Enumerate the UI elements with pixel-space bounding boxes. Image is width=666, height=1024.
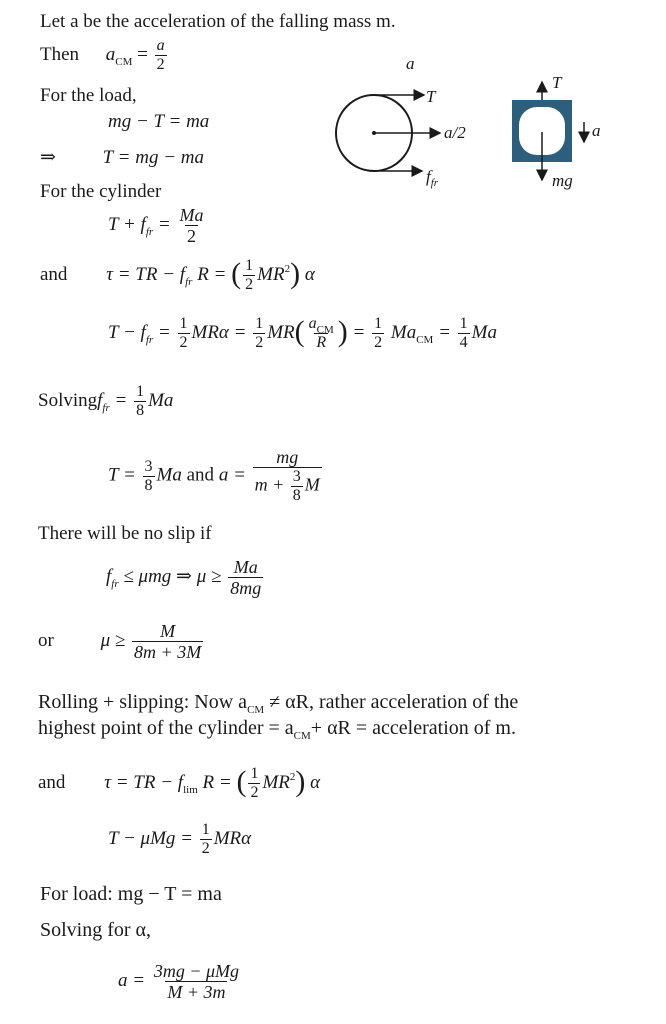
eq-slip-torque: T − μMg = $\frac{1}{2}$ MRα: [108, 821, 252, 857]
and-label-2: and: [38, 771, 66, 793]
solving-label: Solving: [38, 389, 98, 411]
label-block-T: T: [552, 73, 562, 92]
eq-T: ⇒ T = mg − ma: [40, 147, 204, 168]
label-block-a: a: [592, 121, 601, 140]
eq-no-slip: $f_{fr} \le \mu mg$ ⇒ μ ≥ $\frac{Ma}{8mg}$: [106, 557, 262, 598]
intro-line: [40, 12, 396, 31]
label-cyl-f: [426, 167, 439, 189]
eq-torque2-line: and τ = TR − $f_{lim}$ R = ( $\frac{1}{2}$ $MR^2$) α: [38, 764, 321, 801]
label-cyl-T: T: [426, 87, 436, 106]
solving-alpha-line: [40, 920, 151, 940]
eq-cyl-force: $T + f_{fr}$ = $\frac{Ma}{2}$: [108, 205, 204, 246]
solving-line: Solvingf$_{fr}$ = $\frac{1}{8}$ Ma: [38, 383, 174, 419]
then-label: Then: [40, 43, 80, 65]
label-cyl-f-main: f: [426, 167, 431, 186]
rolling-line: Rolling + slipping: Now $a_{CM} \ne \alpha R$, rather acceleration of the: [38, 691, 519, 716]
rolling-text: Rolling + slipping: Now a: [38, 691, 248, 713]
label-block-mg: mg: [552, 171, 573, 190]
eq-torque-line: and τ = TR − $f_{fr}$ R = ( $\frac{1}{2}$ $MR^2$) α: [40, 256, 315, 293]
for-cyl-text: For the cylinder: [40, 181, 162, 202]
eq-T-and-a: T = $\frac{3}{8}$ Ma and a = mg m + $\frac{3}{8}$ M: [108, 447, 320, 504]
eq-load: mg − T = ma: [108, 111, 210, 132]
highest-line: highest point of the cylinder = $a_{CM}+ \alpha R$ = acceleration of m.: [38, 717, 516, 742]
label-cyl-f-sub: fr: [430, 177, 439, 189]
for-load2-line: [40, 884, 222, 904]
for-load-label: [40, 86, 137, 105]
eq-final: a = $\frac{\text{3mg − μMg}}{M + 3m}$: [118, 961, 240, 1002]
highest-rest: + αR = acceleration of m.: [310, 717, 516, 739]
for-cyl-label: [40, 182, 161, 201]
for-load2-text: For load: mg − T = ma: [40, 883, 222, 905]
solving-alpha-text: Solving for α,: [40, 919, 152, 941]
force-diagram: [320, 58, 620, 198]
highest-text: highest point of the cylinder = a: [38, 717, 294, 739]
rolling-rest: ≠ αR, rather acceleration of the: [264, 691, 519, 713]
or-line: or μ ≥ $\frac{M}{8m + 3M}$: [38, 621, 202, 662]
and-label-1: and: [40, 263, 68, 285]
for-load-text: For the load,: [40, 85, 137, 106]
or-label: or: [38, 629, 54, 651]
intro-text: Let a be the acceleration of the falling mass m.: [40, 11, 396, 32]
acm-eq: $a_{CM}$ = $\frac{a}{2}$: [105, 37, 165, 73]
no-slip-label: [38, 524, 212, 543]
label-cyl-a: a: [406, 58, 415, 73]
then-line: [40, 38, 169, 73]
eq-torque-expand: $T - f_{fr}$ = $\frac{1}{2}$ MRα = $\frac{1}{2}$ MR( $\frac{a_{CM}}{R}$ ) = $\frac{1}{2}$ $Ma_{CM}$ = $\frac{1}{4}$ Ma: [108, 314, 497, 351]
label-cyl-a2: a/2: [444, 123, 466, 142]
implies-symbol: ⇒: [40, 147, 56, 168]
no-slip-text: There will be no slip if: [38, 523, 212, 544]
